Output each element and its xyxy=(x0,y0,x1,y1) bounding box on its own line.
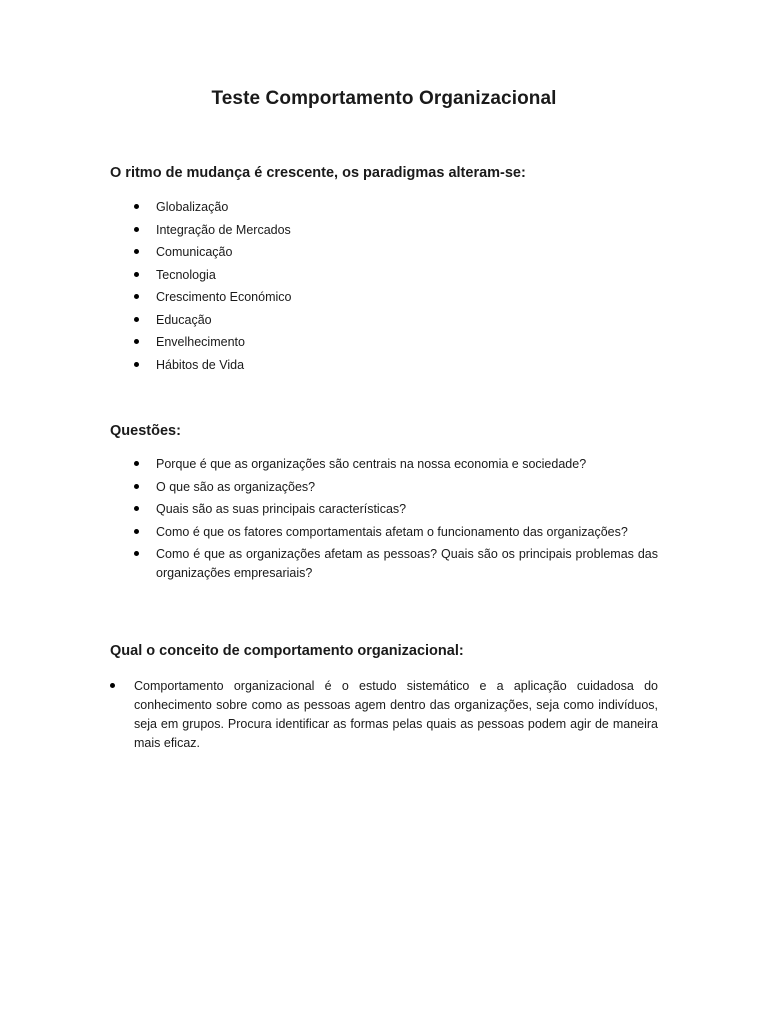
list-item xyxy=(156,266,658,289)
list-item-text: Como é que os fatores comportamentais afetam o funcionamento das organizações? xyxy=(156,524,628,539)
bullet-icon xyxy=(134,294,139,299)
list-item-text: Hábitos de Vida xyxy=(156,357,245,372)
list-item-text: Comunicação xyxy=(156,245,233,259)
list-item-text: Educação xyxy=(156,312,212,327)
list-item-text: Porque é que as organizações são centrais na nossa economia e sociedade? xyxy=(156,457,587,471)
list-item xyxy=(156,221,658,244)
section-heading-conceito: Qual o conceito de comportamento organizacional: xyxy=(110,643,464,659)
bullet-icon xyxy=(110,683,115,688)
list-item xyxy=(156,478,658,497)
list-item xyxy=(156,288,658,311)
bullet-icon xyxy=(134,484,139,489)
list-item xyxy=(156,243,658,266)
bullet-icon xyxy=(134,204,139,209)
list-item-text: O que são as organizações? xyxy=(156,479,316,494)
list-item-text: Crescimento Económico xyxy=(156,290,292,304)
section-heading-questoes: Questões: xyxy=(110,423,181,439)
list-item xyxy=(156,311,658,334)
list-item-text: Tecnologia xyxy=(156,267,216,282)
list-item xyxy=(156,198,658,221)
list-item xyxy=(156,356,658,379)
list-item xyxy=(156,545,658,583)
list-questoes xyxy=(156,455,658,587)
bullet-icon xyxy=(134,506,139,511)
list-item-text: Envelhecimento xyxy=(156,335,245,349)
list-item xyxy=(134,677,658,753)
section-heading-mudanca: O ritmo de mudança é crescente, os paradigmas alteram-se: xyxy=(110,165,526,181)
list-item-text: Globalização xyxy=(156,200,229,214)
list-item-text: Integração de Mercados xyxy=(156,222,291,237)
list-item-text: Quais são as suas principais características? xyxy=(156,502,407,516)
list-item-text: Comportamento organizacional é o estudo sistemático e a aplicação cuidadosa do conhecimento sobre como as pessoas agem dentro das organizações, seja como indivíduos, seja em grupos. Procura identificar as formas pelas quais as pessoas podem agir de maneira mais eficaz. xyxy=(134,679,658,750)
bullet-icon xyxy=(134,339,139,344)
bullet-icon xyxy=(134,362,139,367)
list-item-text: Como é que as organizações afetam as pessoas? Quais são os principais problemas das organizações empresariais? xyxy=(156,547,658,580)
list-item xyxy=(156,523,658,542)
bullet-icon xyxy=(134,461,139,466)
list-item xyxy=(156,333,658,356)
bullet-icon xyxy=(134,529,139,534)
bullet-icon xyxy=(134,551,139,556)
bullet-icon xyxy=(134,272,139,277)
list-item xyxy=(156,455,658,474)
document-title: Teste Comportamento Organizacional xyxy=(211,88,557,109)
bullet-icon xyxy=(134,227,139,232)
bullet-icon xyxy=(134,317,139,322)
list-paradigmas xyxy=(156,198,658,378)
list-item xyxy=(156,500,658,519)
bullet-icon xyxy=(134,249,139,254)
list-conceito xyxy=(134,677,658,753)
